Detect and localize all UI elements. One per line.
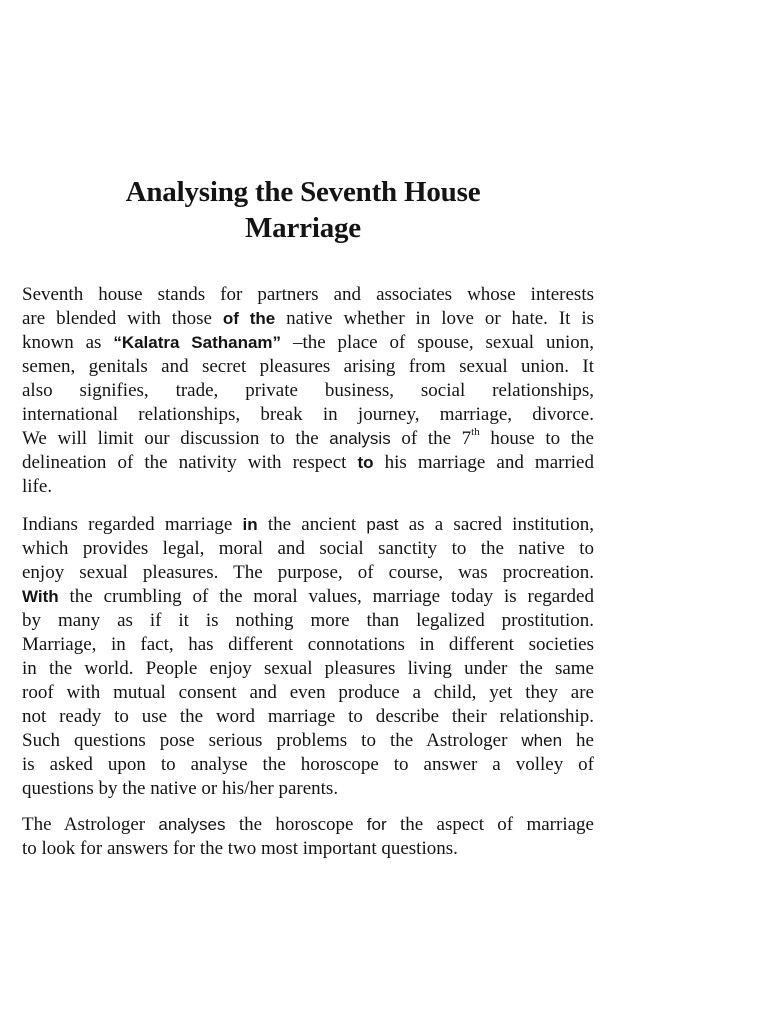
- text-line: also signifies, trade, private business, social relationships,: [22, 380, 594, 401]
- text-line: semen, genitals and secret pleasures arising from sexual union. It: [22, 356, 594, 377]
- text-line: by many as if it is nothing more than legalized prostitution.: [22, 610, 594, 631]
- text-line: in the world. People enjoy sexual pleasures living under the same: [22, 658, 594, 679]
- text-line: are blended with those of the native whether in love or hate. It is: [22, 308, 594, 329]
- text-line: not ready to use the word marriage to describe their relationship.: [22, 706, 594, 727]
- title-line-1: Analysing the Seventh House: [125, 176, 481, 208]
- text-line: With the crumbling of the moral values, marriage today is regarded: [22, 586, 594, 607]
- page-title: [0, 174, 606, 246]
- paragraph-2: [22, 513, 594, 801]
- text-line: to look for answers for the two most important questions.: [22, 838, 458, 859]
- text-line: roof with mutual consent and even produce a child, yet they are: [22, 682, 594, 703]
- text-line: Seventh house stands for partners and associates whose interests: [22, 284, 594, 305]
- bold-phrase: of the: [222, 309, 276, 328]
- bold-phrase: “Kalatra Sathanam”: [113, 333, 282, 352]
- sans-word: analyses: [158, 815, 226, 834]
- bold-word: With: [22, 587, 59, 606]
- text-line: We will limit our discussion to the analysis of the 7th house to the: [22, 426, 594, 449]
- sans-word: when: [521, 731, 563, 750]
- text-line: Such questions pose serious problems to the Astrologer when he: [22, 730, 594, 751]
- text-line: Marriage, in fact, has different connotations in different societies: [22, 634, 594, 655]
- text-line: life.: [22, 476, 53, 497]
- text-line: is asked upon to analyse the horoscope to answer a volley of: [22, 754, 594, 775]
- text-line: which provides legal, moral and social sanctity to the native to: [22, 538, 594, 559]
- sans-word: past: [366, 515, 399, 534]
- text-line: enjoy sexual pleasures. The purpose, of course, was procreation.: [22, 562, 594, 583]
- bold-word: to: [357, 453, 374, 472]
- text-line: delineation of the nativity with respect to his marriage and married: [22, 452, 594, 473]
- text-line: The Astrologer analyses the horoscope for the aspect of marriage: [22, 814, 594, 835]
- paragraph-1: [22, 283, 594, 499]
- title-line-2: Marriage: [245, 212, 361, 244]
- sans-word: for: [366, 815, 387, 834]
- text-line: Indians regarded marriage in the ancient past as a sacred institution,: [22, 514, 594, 535]
- paragraph-3: [22, 813, 594, 861]
- text-line: questions by the native or his/her parents.: [22, 778, 339, 799]
- superscript: th: [471, 426, 480, 438]
- sans-word: analysis: [329, 429, 391, 448]
- text-line: known as “Kalatra Sathanam” –the place of spouse, sexual union,: [22, 332, 594, 353]
- bold-word: in: [242, 515, 258, 534]
- text-line: international relationships, break in journey, marriage, divorce.: [22, 404, 594, 425]
